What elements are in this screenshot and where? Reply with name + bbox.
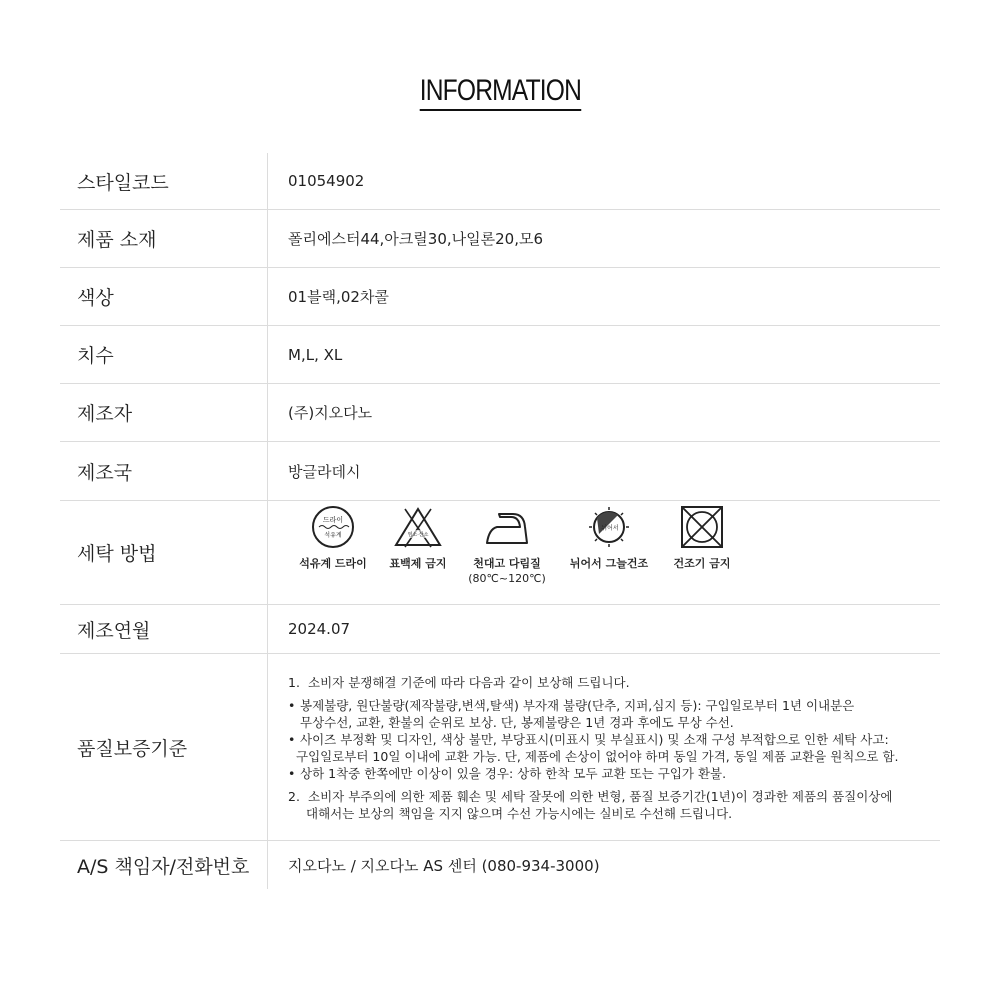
- no-tumble-dry-icon: [678, 505, 726, 549]
- quality-bullet-2: • 사이즈 부정확 및 디자인, 색상 불만, 부당표시(미표시 및 부실표시) 및 소재 구성 부적합으로 인한 세탁 사고: 구입일로부터 10일 이내에 교환 가능. 단, 제품에 손상이 없어야 하며 동일 가격, 동일 제품 교환을 원칙으로 함.: [288, 732, 899, 764]
- svg-text:드라이: 드라이: [322, 516, 344, 524]
- svg-text:석유계: 석유계: [324, 532, 342, 539]
- quality-item-1: 1. 소비자 분쟁해결 기준에 따라 다음과 같이 보상해 드립니다.: [288, 675, 630, 690]
- care-no-tumble-dry: [662, 505, 742, 571]
- page-title-wrap: [0, 74, 1000, 111]
- quality-bullet-1: • 봉제불량, 원단불량(제작불량,변색,탈색) 부자재 불량(단추, 지퍼,심지 등): 구입일로부터 1년 이내분은 무상수선, 교환, 환불의 순위로 보상. 단, 봉제불량은 1년 경과 후에도 무상 수선.: [288, 698, 855, 730]
- country-label: 제조국: [60, 442, 268, 500]
- style-code-value: 01054902: [288, 172, 365, 190]
- page-title: INFORMATION: [419, 74, 580, 111]
- manufacturer-value: (주)지오다노: [288, 404, 373, 422]
- washing-icons: [268, 501, 940, 604]
- row-size: [60, 326, 940, 384]
- washing-label: 세탁 방법: [60, 501, 268, 604]
- as-label: A/S 책임자/전화번호: [60, 841, 268, 889]
- care-shade-dry: [556, 505, 662, 571]
- country-value: 방글라데시: [288, 462, 361, 481]
- size-value: M,L, XL: [288, 345, 343, 364]
- info-table: [60, 153, 940, 889]
- quality-label: 품질보증기준: [60, 654, 268, 840]
- no-tumble-dry-caption: 건조기 금지: [673, 557, 731, 570]
- row-as-contact: [60, 841, 940, 889]
- shade-dry-icon: [585, 505, 633, 549]
- manufacturer-label: 제조자: [60, 384, 268, 441]
- no-bleach-caption: 표백제 금지: [389, 557, 447, 570]
- row-material: [60, 210, 940, 268]
- iron-temperature: (80℃~120℃): [468, 572, 546, 585]
- material-value: 폴리에스터44,아크릴30,나일론20,모6: [288, 230, 543, 248]
- row-style-code: [60, 153, 940, 210]
- color-value: 01블랙,02차콜: [288, 288, 389, 306]
- no-bleach-icon: [393, 505, 443, 549]
- quality-item-2: 2. 소비자 부주의에 의한 제품 훼손 및 세탁 잘못에 의한 변형, 품질 보증기간(1년)이 경과한 제품의 품질이상에 대해서는 보상의 책임을 지지 않으며 수선 가능시에는 실비로 수선해 드립니다.: [288, 789, 893, 821]
- style-code-label: 스타일코드: [60, 153, 268, 209]
- size-label: 치수: [60, 326, 268, 383]
- row-color: [60, 268, 940, 326]
- care-dry-clean: [288, 505, 378, 571]
- care-iron: [458, 505, 556, 585]
- svg-text:뉘어서: 뉘어서: [601, 525, 619, 532]
- date-label: 제조연월: [60, 605, 268, 653]
- iron-icon: [483, 505, 531, 549]
- row-quality: [60, 654, 940, 841]
- care-no-bleach: [378, 505, 458, 571]
- row-manufacture-date: [60, 605, 940, 654]
- row-washing: [60, 501, 940, 605]
- quality-bullet-3: • 상하 1착중 한쪽에만 이상이 있을 경우: 상하 한착 모두 교환 또는 구입가 환불.: [288, 766, 727, 781]
- row-manufacturer: [60, 384, 940, 442]
- svg-text:염소·산소: 염소·산소: [407, 532, 429, 538]
- iron-caption: 천대고 다림질: [473, 557, 541, 570]
- dry-clean-caption: 석유계 드라이: [299, 557, 367, 570]
- shade-dry-caption: 뉘어서 그늘건조: [569, 557, 649, 570]
- dry-clean-icon: [310, 505, 356, 549]
- row-country: [60, 442, 940, 501]
- color-label: 색상: [60, 268, 268, 325]
- quality-text: [268, 654, 940, 840]
- material-label: 제품 소재: [60, 210, 268, 267]
- date-value: 2024.07: [288, 620, 351, 638]
- as-value: 지오다노 / 지오다노 AS 센터 (080-934-3000): [288, 856, 600, 875]
